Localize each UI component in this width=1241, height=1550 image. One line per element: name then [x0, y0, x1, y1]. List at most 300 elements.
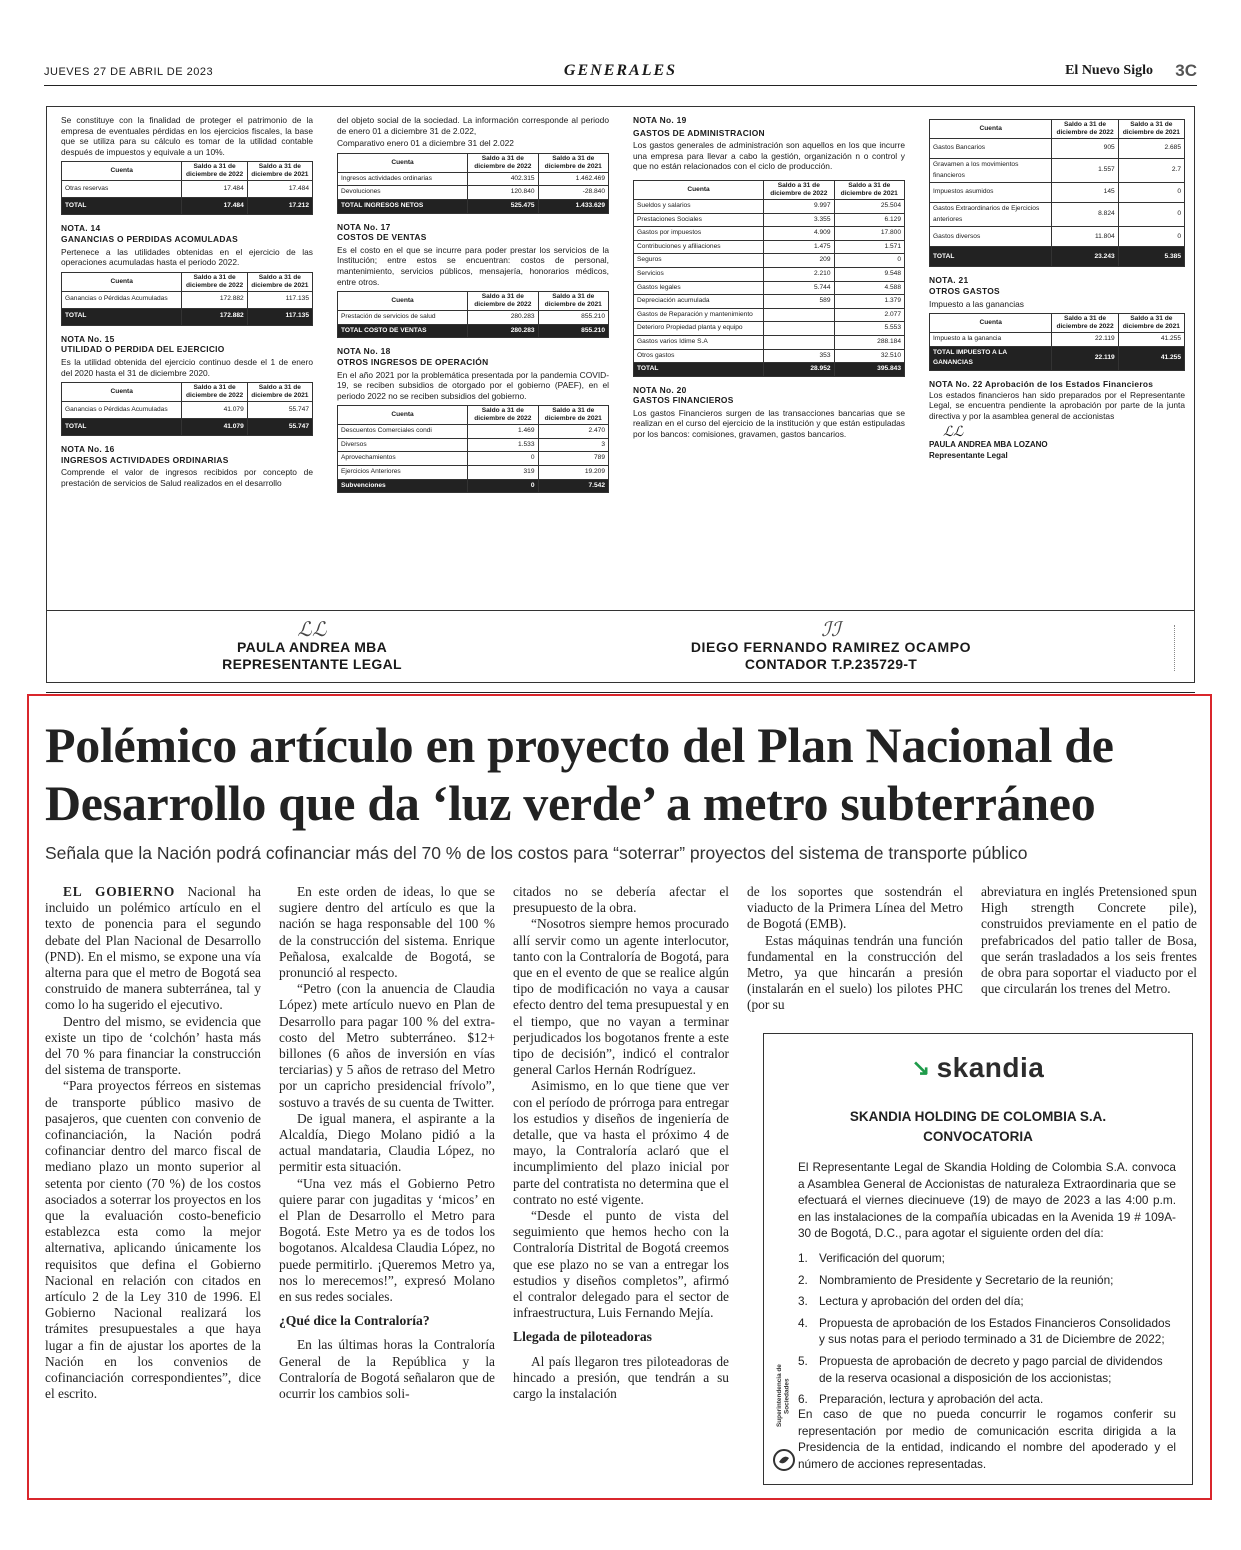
- admin-expenses-table: [633, 180, 905, 377]
- amount-cell: 17.212: [247, 198, 312, 215]
- amount-cell: 1.433.629: [538, 199, 608, 213]
- agenda-number: 6.: [798, 1392, 808, 1407]
- amount-cell: 55.747: [247, 419, 312, 436]
- account-cell: Contribuciones y afiliaciones: [634, 240, 764, 254]
- account-cell: TOTAL: [62, 198, 182, 215]
- amount-cell: 4.588: [834, 281, 904, 295]
- nota-20-title: NOTA No. 20: [633, 384, 687, 395]
- article-paragraph: “Desde el punto de vista del seguimiento que hemos hecho con la Contraloría Distrital de Bogotá creemos que ese plazo no se van a entregar los estudios y diseños completos”, afirmó el contralor delegado para el sector de infraestructura, Luis Fernando Mejía.: [513, 1208, 729, 1321]
- small-signature-role: Representante Legal: [929, 450, 1008, 460]
- notes-column-3: [633, 115, 905, 442]
- legal-rep-signature: [207, 619, 417, 673]
- article-paragraph: [45, 884, 261, 1014]
- amount-cell: 172.882: [182, 308, 247, 325]
- nota-16-title: NOTA No. 16: [61, 444, 115, 455]
- amount-cell: 5.744: [764, 281, 834, 295]
- table-row: [634, 227, 905, 241]
- amount-cell: 25.504: [834, 199, 904, 213]
- agenda-item: [798, 1293, 1176, 1310]
- amount-cell: 3: [538, 438, 608, 452]
- amount-cell: 5.553: [834, 322, 904, 336]
- amount-cell: 402.315: [468, 172, 538, 186]
- column-header: Cuenta: [338, 292, 468, 311]
- account-cell: Gastos varios Idime S.A: [634, 335, 764, 349]
- column-header: Saldo a 31 de diciembre de 2022: [182, 272, 247, 291]
- account-cell: Deterioro Propiedad planta y equipo: [634, 322, 764, 336]
- table-header-row: [930, 314, 1185, 333]
- nota-20-subtitle: GASTOS FINANCIEROS: [633, 395, 734, 406]
- signature-scribble: ℐℐ: [821, 617, 841, 641]
- amount-cell: 17.484: [182, 198, 247, 215]
- agenda-text: Propuesta de aprobación de decreto y pago parcial de dividendos de la reserva ocasional a disposición de los accionistas;: [819, 1353, 1163, 1385]
- account-cell: Diversos: [338, 438, 468, 452]
- brand-name: skandia: [936, 1052, 1045, 1083]
- article-paragraph: de los soportes que sostendrán el viaducto de la Primera Línea del Metro de Bogotá (EMB).: [747, 884, 963, 932]
- newspaper-logo: El Nuevo Siglo: [1065, 63, 1153, 78]
- amount-cell: 525.475: [468, 199, 538, 213]
- column-header: Saldo a 31 de diciembre de 2021: [834, 180, 904, 199]
- agenda-number: 3.: [798, 1294, 808, 1309]
- amount-cell: 0: [468, 479, 538, 493]
- article-paragraph: En las últimas horas la Contraloría General de la República y la Contraloría de Bogotá señalaron que de ocurrir los cambios soli-: [279, 1337, 495, 1402]
- article-paragraph: “Petro (con la anuencia de Claudia López) mete artículo nuevo en Plan de Desarrollo para pagar 100 % del extra-costo del Metro subterráneo. $12+ billones (6 años de inversión en vías terciarias) y 5 años de retraso del Metro por un capricho presidencial frívolo”, sostuvo a través de su cuenta de Twitter.: [279, 981, 495, 1110]
- agenda-item: [798, 1353, 1176, 1386]
- total-row: [930, 247, 1185, 267]
- table-row: [634, 240, 905, 254]
- agenda-list: [798, 1250, 1176, 1413]
- column-header: Saldo a 31 de diciembre de 2021: [1118, 120, 1184, 139]
- column-header: Saldo a 31 de diciembre de 2022: [182, 383, 247, 402]
- account-cell: Prestaciones Sociales: [634, 213, 764, 227]
- account-cell: Otras reservas: [62, 181, 182, 198]
- table-row: [338, 186, 609, 200]
- amount-cell: 1.469: [468, 425, 538, 439]
- article-paragraph: “Una vez más el Gobierno Petro quiere parar con jugaditas y ‘micos’ en el Plan de Desarrollo el Metro para Bogotá. Este Metro ya es de todos los bogotanos. Alcaldesa Claudia López, no puede permitirlo. ¡Queremos Metro ya, nos lo merecemos!”, expresó Molano en sus redes sociales.: [279, 1175, 495, 1305]
- ad-convocatoria: CONVOCATORIA: [923, 1129, 1033, 1144]
- amount-cell: 41.079: [182, 402, 247, 419]
- section-title: GENERALES: [563, 62, 678, 79]
- account-cell: TOTAL: [62, 419, 182, 436]
- divider: [46, 692, 1195, 693]
- amount-cell: 32.510: [834, 349, 904, 363]
- table-row: [634, 349, 905, 363]
- column-header: Saldo a 31 de diciembre de 2022: [764, 180, 834, 199]
- amount-cell: 117.135: [247, 291, 312, 308]
- column-header: Saldo a 31 de diciembre de 2021: [538, 292, 608, 311]
- article-paragraph: abreviatura en inglés Pretensioned spun High strength Concrete pile), construidos previamente en el patio de prefabricados del patio taller de Bosa, que serán trasladados a los seis frentes de obra para soportar el viaducto por el que circularán los trenes del Metro.: [981, 884, 1197, 997]
- table-row: [930, 159, 1185, 183]
- table-row: [338, 172, 609, 186]
- accountant-name: DIEGO FERNANDO RAMIREZ OCAMPO: [690, 639, 972, 655]
- column-header: Saldo a 31 de diciembre de 2022: [468, 406, 538, 425]
- nota-16-text: Comprende el valor de ingresos recibidos por concepto de prestación de servicios de Salud realizados en el desarrollo: [61, 467, 313, 488]
- amount-cell: 905: [1052, 139, 1118, 159]
- amount-cell: -28.840: [538, 186, 608, 200]
- column-header: Saldo a 31 de diciembre de 2022: [468, 153, 538, 172]
- account-cell: Sueldos y salarios: [634, 199, 764, 213]
- table-header-row: [62, 272, 313, 291]
- amount-cell: 395.843: [834, 363, 904, 377]
- account-cell: Aprovechamientos: [338, 452, 468, 466]
- account-cell: Prestación de servicios de salud: [338, 311, 468, 325]
- amount-cell: 172.882: [182, 291, 247, 308]
- nota-16-subtitle: INGRESOS ACTIVIDADES ORDINARIAS: [61, 454, 229, 465]
- seal-text: Superintendencia de Sociedades: [776, 1364, 791, 1428]
- nota-18-text: En el año 2021 por la problemática presentada por la pandemia COVID-19, se reciben subsidios de otorgado por el gobierno (PAEF), en el periodo 2022 no se reciben subsidios del gobierno.: [337, 369, 609, 401]
- amount-cell: 17.484: [247, 181, 312, 198]
- account-cell: Gastos de Reparación y mantenimiento: [634, 308, 764, 322]
- seal-logo-icon: [772, 1448, 796, 1472]
- account-cell: Gastos diversos: [930, 227, 1052, 247]
- legal-rep-role: REPRESENTANTE LEGAL: [222, 656, 402, 672]
- column-header: Cuenta: [62, 383, 182, 402]
- amount-cell: 4.909: [764, 227, 834, 241]
- nota-20-text: Los gastos Financieros surgen de las transacciones bancarias que se realizan en el curso del ejercicio de la institución y que están estipuladas por los bancos: comisiones, gravamen, gastos bancarios.: [633, 407, 905, 440]
- amount-cell: 41.255: [1118, 333, 1184, 347]
- issue-date: JUEVES 27 DE ABRIL DE 2023: [44, 66, 214, 78]
- account-cell: TOTAL INGRESOS NETOS: [338, 199, 468, 213]
- account-cell: Gastos Extraordinarios de Ejercicios anteriores: [930, 203, 1052, 227]
- article-paragraph: Estas máquinas tendrán una función fundamental en la construcción del Metro, ya que hincarán a presión (instalarán en el suelo) los pilotes PHC (por su: [747, 932, 963, 1013]
- nota-17-subtitle: COSTOS DE VENTAS: [337, 232, 427, 243]
- account-cell: Ejercicios Anteriores: [338, 466, 468, 480]
- amount-cell: 2.7: [1118, 159, 1184, 183]
- amount-cell: [764, 308, 834, 322]
- article-headline: Polémico artículo en proyecto del Plan Nacional de Desarrollo que da ‘luz verde’ a metro subterráneo: [45, 717, 1114, 831]
- agenda-number: 5.: [798, 1353, 808, 1368]
- income-intro: del objeto social de la sociedad. La información corresponde al periodo de enero 01 a diciembre 31 de 2.022,: [337, 115, 609, 136]
- amount-cell: 117.135: [247, 308, 312, 325]
- account-cell: Impuesto a la ganancia: [930, 333, 1052, 347]
- column-header: Cuenta: [338, 153, 468, 172]
- legal-rep-name: PAULA ANDREA MBA: [237, 639, 387, 655]
- amount-cell: 5.385: [1118, 247, 1184, 267]
- account-cell: Ingresos actividades ordinarias: [338, 172, 468, 186]
- page-number: 3C: [1175, 61, 1197, 80]
- amount-cell: 280.283: [468, 324, 538, 338]
- account-cell: TOTAL: [634, 363, 764, 377]
- article-box: [27, 694, 1212, 1500]
- total-row: [338, 199, 609, 213]
- account-cell: Otros gastos: [634, 349, 764, 363]
- amount-cell: 0: [1118, 183, 1184, 203]
- agenda-text: Propuesta de aprobación de los Estados Financieros Consolidados y sus notas para el periodo terminado a 31 de Diciembre de 2022;: [819, 1315, 1171, 1347]
- article-column-1: [45, 884, 261, 1496]
- amount-cell: 17.484: [182, 181, 247, 198]
- nota-17-title: NOTA No. 17: [337, 221, 391, 232]
- amount-cell: 55.747: [247, 402, 312, 419]
- nota-15-subtitle: UTILIDAD O PERDIDA DEL EJERCICIO: [61, 344, 225, 355]
- nota-21-subtitle: OTROS GASTOS: [929, 285, 1000, 296]
- table-header-row: [930, 120, 1185, 139]
- account-cell: Descuentos Comerciales condi: [338, 425, 468, 439]
- account-cell: Gastos Bancarios: [930, 139, 1052, 159]
- amount-cell: 789: [538, 452, 608, 466]
- column-header: Saldo a 31 de diciembre de 2022: [182, 162, 247, 181]
- agenda-item: [798, 1250, 1176, 1267]
- table-header-row: [338, 406, 609, 425]
- amount-cell: 0: [1118, 227, 1184, 247]
- amount-cell: [764, 322, 834, 336]
- account-cell: TOTAL COSTO DE VENTAS: [338, 324, 468, 338]
- table-row: [634, 281, 905, 295]
- skandia-arrow-icon: ↘: [911, 1055, 931, 1080]
- notes-column-2: [337, 115, 609, 497]
- sales-cost-table: [337, 291, 609, 338]
- account-cell: Subvenciones: [338, 479, 468, 493]
- nota-14-subtitle: GANANCIAS O PERDIDAS ACOMULADAS: [61, 233, 238, 244]
- accountant-signature: [671, 619, 991, 673]
- account-cell: Ganancias o Pérdidas Acumuladas: [62, 291, 182, 308]
- account-cell: TOTAL: [62, 308, 182, 325]
- small-signature-name: PAULA ANDREA MBA LOZANO: [929, 439, 1048, 449]
- article-subheadline: Señala que la Nación podrá cofinanciar más del 70 % de los costos para “soterrar” proyectos del sistema de transporte público: [45, 843, 1028, 863]
- notes-column-4: [929, 115, 1185, 461]
- agenda-number: 4.: [798, 1315, 808, 1330]
- table-header-row: [634, 180, 905, 199]
- total-row: [338, 324, 609, 338]
- small-signature-block: [929, 424, 1185, 461]
- article-paragraph: Dentro del mismo, se evidencia que existe un tipo de ‘colchón’ hasta más del 70 % para financiar la construcción del sistema de transporte.: [45, 1013, 261, 1078]
- lead-word: EL GOBIERNO: [63, 884, 176, 899]
- amount-cell: 11.804: [1052, 227, 1118, 247]
- amount-cell: 9.548: [834, 267, 904, 281]
- article-paragraph: Asimismo, en lo que tiene que ver con el período de prórroga para entregar los estudios y diseños de ingeniería de detalle, que va hasta el próximo 4 de mayo, la Contraloría aclaró que el incumplimiento del plazo inicial por parte del contratista no determina que el contrato no esté vigente.: [513, 1078, 729, 1207]
- table-row: [930, 183, 1185, 203]
- agenda-item: [798, 1315, 1176, 1348]
- column-header: Cuenta: [62, 162, 182, 181]
- amount-cell: 1.462.469: [538, 172, 608, 186]
- reserves-table: [61, 161, 313, 215]
- account-cell: Gastos por impuestos: [634, 227, 764, 241]
- signatures-band: [46, 611, 1195, 683]
- amount-cell: 855.210: [538, 311, 608, 325]
- account-cell: Servicios: [634, 267, 764, 281]
- nota-19-text: Los gastos generales de administración son aquellos en los que incurre una empresa para llevar a cabo la gestión, organización n o control y que no están relacionados con el ciclo de producción.: [633, 140, 905, 172]
- account-cell: Gravamen a los movimientos financieros: [930, 159, 1052, 183]
- table-row: [62, 181, 313, 198]
- total-row: [62, 419, 313, 436]
- table-row: [634, 322, 905, 336]
- table-row: [338, 466, 609, 480]
- table-row: [930, 203, 1185, 227]
- table-row: [930, 139, 1185, 159]
- signature-scribble: ℒℒ: [943, 424, 964, 441]
- ad-intro: El Representante Legal de Skandia Holding de Colombia S.A. convoca a Asamblea General de Accionistas de naturaleza Extraordinaria que se efectuará el viernes diecinueve (19) de mayo de 2023 a las 4:00 p.m. en las instalaciones de la compañía ubicadas en la Avenida 19 # 109A-30 de Bogotá, D.C., para agotar el siguiente orden del día:: [798, 1160, 1176, 1241]
- column-header: Saldo a 31 de diciembre de 2022: [468, 292, 538, 311]
- amount-cell: 280.283: [468, 311, 538, 325]
- amount-cell: 855.210: [538, 324, 608, 338]
- column-header: Saldo a 31 de diciembre de 2021: [247, 162, 312, 181]
- agenda-number: 2.: [798, 1272, 808, 1287]
- column-header: Saldo a 31 de diciembre de 2021: [538, 153, 608, 172]
- accountant-role: CONTADOR T.P.235729-T: [744, 656, 918, 672]
- amount-cell: 1.379: [834, 295, 904, 309]
- total-row: [62, 198, 313, 215]
- amount-cell: 28.952: [764, 363, 834, 377]
- amount-cell: 41.255: [1118, 346, 1184, 370]
- amount-cell: 0: [1118, 203, 1184, 227]
- table-row: [634, 295, 905, 309]
- article-paragraph: “Para proyectos férreos en sistemas de transporte público masivo de pasajeros, que cuenten con convenio de cofinanciación, la Nación podrá cofinanciar dentro del marco fiscal de mediano plazo un monto superior al setenta por ciento (70 %) de los costos asociados a soterrar los proyectos en los que la evaluación costo-beneficio establezca esta como la mejor alternativa, aplicando únicamente los requisitos que defina el Gobierno Nacional en relación con citados en artículo 2 de la Ley 310 de 1996. El Gobierno Nacional realizará los trámites presupuestales a que haya lugar a fin de ajustar los aportes de la Nación en los convenios de cofinanciación correspondientes”, dice el escrito.: [45, 1078, 261, 1402]
- ad-closing: En caso de que no pueda concurrir le rogamos conferir su representación por medio de comunicación escrita dirigida a la Presidencia de la entidad, indicando el nombre del apoderado y el número de acciones representadas.: [798, 1407, 1176, 1471]
- subheading-contraloria: ¿Qué dice la Contraloría?: [279, 1313, 430, 1329]
- income-intro-2: Comparativo enero 01 a diciembre 31 del 2.022: [337, 138, 514, 149]
- column-header: Saldo a 31 de diciembre de 2021: [247, 383, 312, 402]
- column-header: Cuenta: [62, 272, 182, 291]
- column-header: Cuenta: [634, 180, 764, 199]
- total-row: [634, 363, 905, 377]
- agenda-text: Nombramiento de Presidente y Secretario de la reunión;: [819, 1272, 1114, 1287]
- column-header: Saldo a 31 de diciembre de 2021: [538, 406, 608, 425]
- article-column-5: [981, 884, 1197, 1024]
- table-row: [338, 425, 609, 439]
- amount-cell: 19.209: [538, 466, 608, 480]
- nota-15-title: NOTA No. 15: [61, 333, 115, 344]
- financial-expenses-table: [929, 119, 1185, 267]
- amount-cell: 319: [468, 466, 538, 480]
- table-header-row: [62, 383, 313, 402]
- nota-14-text: Pertenece a las utilidades obtenidas en el ejercicio de las operaciones acumuladas hasta el periodo 2022.: [61, 246, 313, 268]
- amount-cell: 6.129: [834, 213, 904, 227]
- table-row: [634, 308, 905, 322]
- financial-notes-box: [46, 106, 1195, 611]
- nota-21-text: Impuesto a las ganancias: [929, 298, 1024, 309]
- amount-cell: 22.119: [1052, 333, 1118, 347]
- table-row: [62, 291, 313, 308]
- side-mark: [1174, 625, 1182, 671]
- account-cell: Gastos legales: [634, 281, 764, 295]
- amount-cell: 1.475: [764, 240, 834, 254]
- table-row: [338, 452, 609, 466]
- nota-22-title: NOTA No. 22 Aprobación de los Estados Financieros: [929, 378, 1154, 389]
- amount-cell: 0: [468, 452, 538, 466]
- table-header-row: [62, 162, 313, 181]
- table-header-row: [338, 292, 609, 311]
- table-row: [634, 213, 905, 227]
- amount-cell: 2.077: [834, 308, 904, 322]
- article-paragraph: Al país llegaron tres piloteadoras de hincado a presión, que tendrán a su cargo la instalación: [513, 1353, 729, 1402]
- table-row: [634, 199, 905, 213]
- nota-19-title: NOTA No. 19: [633, 115, 687, 125]
- column-header: Saldo a 31 de diciembre de 2022: [1052, 314, 1118, 333]
- page-header: [44, 60, 1197, 86]
- agenda-item: [798, 1272, 1176, 1289]
- table-row: [930, 227, 1185, 247]
- account-cell: Impuestos asumidos: [930, 183, 1052, 203]
- amount-cell: 1.571: [834, 240, 904, 254]
- ad-company: SKANDIA HOLDING DE COLOMBIA S.A.: [849, 1109, 1107, 1124]
- skandia-ad: [763, 1033, 1193, 1485]
- agenda-text: Preparación, lectura y aprobación del acta.: [819, 1392, 1044, 1407]
- amount-cell: 0: [834, 254, 904, 268]
- amount-cell: 2.685: [1118, 139, 1184, 159]
- column-header: Saldo a 31 de diciembre de 2021: [247, 272, 312, 291]
- supersociedades-seal: [772, 1352, 796, 1478]
- article-text: Nacional ha incluido un polémico artículo en el texto de ponencia para el segundo debate del Plan Nacional de Desarrollo (PND). En el mismo, se expone una vía alterna para que el metro de Bogotá sea construido de manera subterránea, tal y como lo ha sugerido el ejecutivo.: [45, 884, 261, 1013]
- table-row: [634, 254, 905, 268]
- amount-cell: 209: [764, 254, 834, 268]
- agenda-number: 1.: [798, 1251, 808, 1265]
- article-paragraph: “Nosotros siempre hemos procurado allí servir como un agente interlocutor, tanto con la Contraloría de Bogotá, para que en el evento de que se realice algún tipo de modificación no vaya a causar efecto dentro del tema presupuestal y en el tiempo, que no vayan a terminar perjudicados los bogotanos frente a este tipo de decisión”, indicó el contralor general Carlos Hernán Rodríguez.: [513, 916, 729, 1078]
- nota-19-subtitle: GASTOS DE ADMINISTRACION: [633, 127, 765, 138]
- table-row: [338, 438, 609, 452]
- article-paragraph: De igual manera, el aspirante a la Alcaldía, Diego Molano pidió a la actual mandataria, Claudia López, no permitir esta situación.: [279, 1110, 495, 1175]
- table-row: [634, 267, 905, 281]
- amount-cell: 1.557: [1052, 159, 1118, 183]
- table-row: [62, 402, 313, 419]
- nota-18-title: NOTA No. 18: [337, 346, 391, 357]
- amount-cell: 2.210: [764, 267, 834, 281]
- account-cell: Seguros: [634, 254, 764, 268]
- total-row: [930, 346, 1185, 370]
- nota-22-text: Los estados financieros han sido preparados por el Representante Legal, se encuentra pendiente la aprobación por parte de la junta directiva y por la asamblea general de accionistas: [929, 389, 1185, 421]
- reserve-intro: Se constituye con la finalidad de proteger el patrimonio de la empresa de eventuales pérdidas en los ejercicios fiscales, la base que se utiliza para su cálculo es tomar de la utilidad contable después de impuestos y equivale a un 10%.: [61, 115, 313, 157]
- amount-cell: 353: [764, 349, 834, 363]
- amount-cell: 3.355: [764, 213, 834, 227]
- period-profit-table: [61, 382, 313, 436]
- account-cell: Ganancias o Pérdidas Acumuladas: [62, 402, 182, 419]
- nota-21-title: NOTA. 21: [929, 275, 969, 286]
- account-cell: TOTAL: [930, 247, 1052, 267]
- notes-column-1: [61, 115, 313, 491]
- ad-title: [764, 1107, 1192, 1147]
- article-column-3: [513, 884, 729, 1496]
- accumulated-profit-table: [61, 272, 313, 326]
- column-header: Cuenta: [338, 406, 468, 425]
- amount-cell: 17.800: [834, 227, 904, 241]
- subheading-piloteadoras: Llegada de piloteadoras: [513, 1329, 652, 1345]
- amount-cell: 8.824: [1052, 203, 1118, 227]
- article-column-2: [279, 884, 495, 1496]
- income-tax-table: [929, 313, 1185, 371]
- amount-cell: 23.243: [1052, 247, 1118, 267]
- amount-cell: [764, 335, 834, 349]
- nota-18-subtitle: OTROS INGRESOS DE OPERACIÓN: [337, 356, 489, 367]
- amount-cell: 7.542: [538, 479, 608, 493]
- article-column-4: [747, 884, 963, 1024]
- amount-cell: 589: [764, 295, 834, 309]
- nota-14-title: NOTA. 14: [61, 223, 101, 234]
- amount-cell: 145: [1052, 183, 1118, 203]
- article-paragraph: citados no se debería afectar el presupuesto de la obra.: [513, 884, 729, 916]
- income-table: [337, 153, 609, 214]
- amount-cell: 22.119: [1052, 346, 1118, 370]
- article-paragraph: En este orden de ideas, lo que se sugiere dentro del artículo es que la nación se haga responsable del 100 % de la construcción del sistema. Enrique Peñalosa, exalcalde de Bogotá, se pronunció al respecto.: [279, 884, 495, 981]
- other-income-table: [337, 405, 609, 493]
- nota-15-text: Es la utilidad obtenida del ejercicio continuo desde el 1 de enero del 2020 hasta el 31 de diciembre 2020.: [61, 356, 313, 378]
- table-row: [634, 335, 905, 349]
- table-row: [338, 311, 609, 325]
- agenda-text: Verificación del quorum;: [819, 1251, 945, 1265]
- account-cell: TOTAL IMPUESTO A LA GANANCIAS: [930, 346, 1052, 370]
- amount-cell: 120.840: [468, 186, 538, 200]
- column-header: Cuenta: [930, 314, 1052, 333]
- skandia-logo: [764, 1052, 1192, 1084]
- signature-scribble: ℒℒ: [297, 617, 327, 641]
- amount-cell: 9.997: [764, 199, 834, 213]
- amount-cell: 288.184: [834, 335, 904, 349]
- total-row: [62, 308, 313, 325]
- table-header-row: [338, 153, 609, 172]
- amount-cell: 1.533: [468, 438, 538, 452]
- nota-17-text: Es el costo en el que se incurre para poder prestar los servicios de la Institución; entre estos se encuentran: costos de personal, mantenimiento, servicios públicos, mensajería, honorarios médicos, entre otros.: [337, 244, 609, 287]
- account-cell: Depreciación acumulada: [634, 295, 764, 309]
- account-cell: Devoluciones: [338, 186, 468, 200]
- agenda-text: Lectura y aprobación del orden del día;: [819, 1294, 1024, 1309]
- table-row: [930, 333, 1185, 347]
- total-row: [338, 479, 609, 493]
